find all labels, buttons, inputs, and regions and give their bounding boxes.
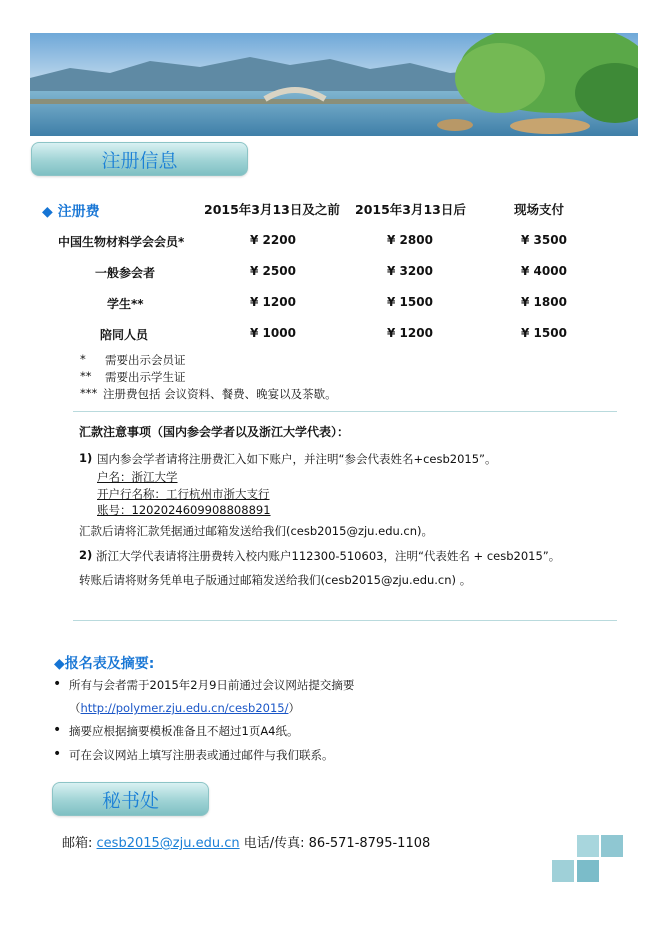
abstract-title: ◆报名表及摘要: bbox=[54, 656, 155, 672]
bank-name: 开户行名称：工行杭州市浙大支行 bbox=[97, 487, 270, 501]
column-header-early: 2015年3月13日及之前 bbox=[204, 202, 340, 217]
bullet-icon: • bbox=[53, 722, 62, 738]
abstract-link-line bbox=[69, 700, 300, 716]
phone-label: 电话/传真: bbox=[243, 836, 305, 851]
registration-section-header bbox=[31, 142, 248, 176]
section-title: 秘书处 bbox=[101, 789, 159, 812]
secretariat-section-header bbox=[52, 782, 209, 816]
west-lake-landscape bbox=[30, 33, 638, 136]
note-text: 需要出示学生证 bbox=[105, 370, 186, 384]
row-early-fee: ¥ 1000 bbox=[250, 326, 296, 340]
note-mark: ** bbox=[80, 369, 92, 383]
row-onsite-fee: ¥ 3500 bbox=[521, 233, 567, 247]
decorative-square bbox=[577, 835, 599, 857]
remit-after-1: 汇款后请将汇款凭据通过邮箱发送给我们(cesb2015@zju.edu.cn)。 bbox=[79, 524, 434, 538]
row-late-fee: ¥ 3200 bbox=[387, 264, 433, 278]
section-title: 注册信息 bbox=[101, 149, 178, 172]
abstract-item: 可在会议网站上填写注册表或通过邮件与我们联系。 bbox=[69, 748, 334, 762]
column-header-late: 2015年3月13日后 bbox=[355, 202, 466, 217]
row-onsite-fee: ¥ 1800 bbox=[521, 295, 567, 309]
paren-open: （ bbox=[69, 701, 81, 715]
row-late-fee: ¥ 1200 bbox=[387, 326, 433, 340]
note-mark: * bbox=[80, 352, 86, 366]
row-category: 陪同人员 bbox=[100, 328, 149, 342]
row-category: 中国生物材料学会会员* bbox=[58, 235, 185, 249]
abstract-item: 摘要应根据摘要模板准备且不超过1页A4纸。 bbox=[69, 724, 299, 738]
remit-item1-number: 1) bbox=[79, 451, 93, 465]
email-label: 邮箱: bbox=[62, 836, 93, 851]
row-category: 学生** bbox=[107, 297, 144, 311]
decorative-square bbox=[577, 860, 599, 882]
contact-line bbox=[62, 832, 430, 851]
remit-after-2: 转账后请将财务凭单电子版通过邮箱发送给我们(cesb2015@zju.edu.cn) 。 bbox=[79, 573, 472, 587]
account-number: 账号：1202024609908808891 bbox=[97, 503, 271, 517]
row-early-fee: ¥ 1200 bbox=[250, 295, 296, 309]
column-header-onsite: 现场支付 bbox=[514, 202, 565, 217]
note-mark: *** bbox=[80, 386, 98, 400]
bullet-icon: • bbox=[53, 746, 62, 762]
divider bbox=[73, 620, 617, 621]
decorative-square bbox=[601, 835, 623, 857]
abstract-item: 所有与会者需于2015年2月9日前通过会议网站提交摘要 bbox=[69, 678, 355, 692]
phone-number: 86-571-8795-1108 bbox=[308, 836, 431, 851]
banner-photo bbox=[30, 33, 638, 136]
row-onsite-fee: ¥ 1500 bbox=[521, 326, 567, 340]
row-late-fee: ¥ 1500 bbox=[387, 295, 433, 309]
conference-website-link[interactable]: http://polymer.zju.edu.cn/cesb2015/ bbox=[80, 701, 289, 715]
remit-item2-number: 2) bbox=[79, 548, 93, 562]
row-early-fee: ¥ 2500 bbox=[250, 264, 296, 278]
row-category: 一般参会者 bbox=[95, 266, 156, 280]
row-onsite-fee: ¥ 4000 bbox=[521, 264, 567, 278]
account-name: 户名：浙江大学 bbox=[97, 470, 178, 484]
divider bbox=[73, 411, 617, 412]
remit-title: 汇款注意事项（国内参会学者以及浙江大学代表）： bbox=[79, 425, 350, 439]
decorative-square bbox=[552, 860, 574, 882]
row-late-fee: ¥ 2800 bbox=[387, 233, 433, 247]
remit-item1-text: 国内参会学者请将注册费汇入如下账户，并注明“参会代表姓名+cesb2015”。 bbox=[97, 452, 497, 466]
row-early-fee: ¥ 2200 bbox=[250, 233, 296, 247]
remit-item2-text: 浙江大学代表请将注册费转入校内账户112300-510603，注明“代表姓名 + cesb2015”。 bbox=[96, 549, 561, 563]
bullet-icon: • bbox=[53, 676, 62, 692]
fee-label: ◆ 注册费 bbox=[42, 204, 100, 220]
note-text: 需要出示会员证 bbox=[105, 353, 186, 367]
note-text: 注册费包括 会议资料、餐费、晚宴以及茶歇。 bbox=[103, 387, 337, 401]
email-link[interactable]: cesb2015@zju.edu.cn bbox=[96, 836, 240, 851]
paren-close: ） bbox=[288, 701, 300, 715]
